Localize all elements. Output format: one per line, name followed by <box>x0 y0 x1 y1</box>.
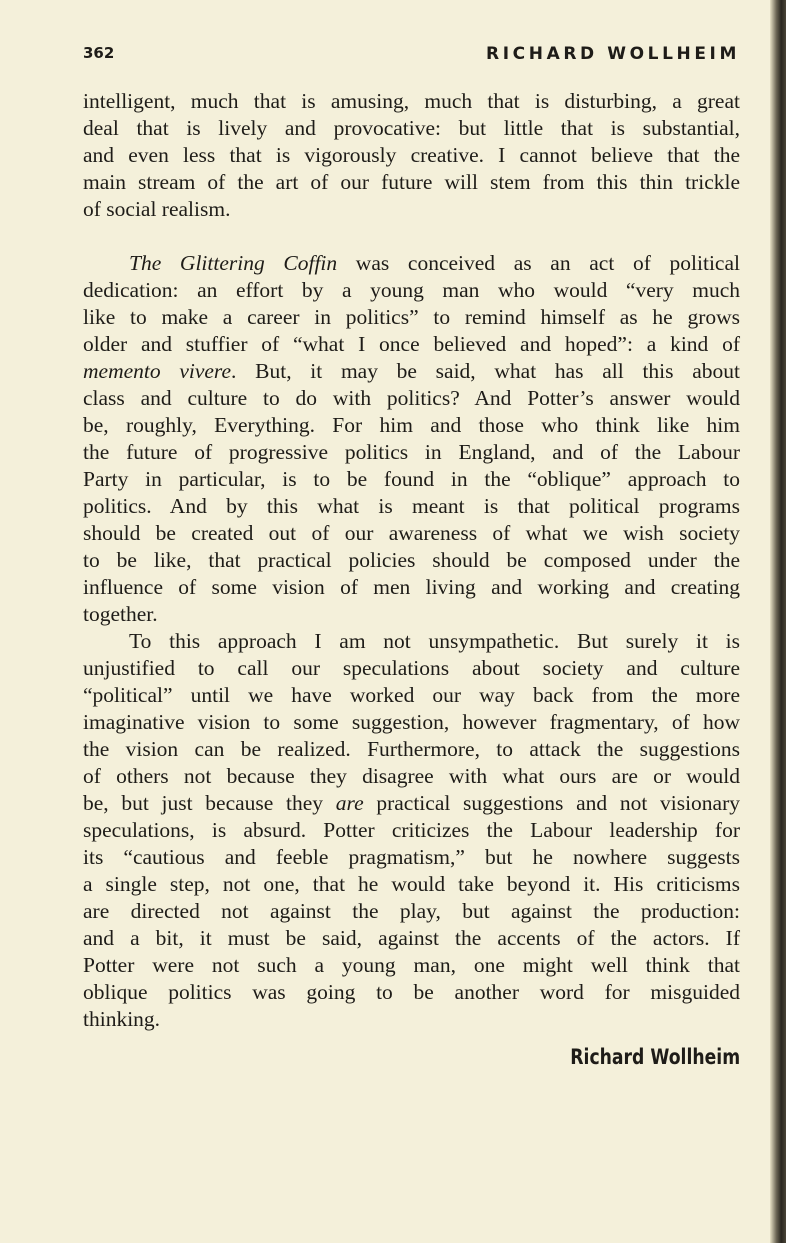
text-line <box>83 277 740 304</box>
author-signature: Richard Wollheim <box>570 1045 740 1069</box>
text-segment: speculations, is absurd. Potter criticizes the Labour leadership for <box>83 818 740 842</box>
text-segment: Potter were not such a young man, one might well think that <box>83 953 740 977</box>
book-binding-edge <box>770 0 786 1243</box>
text-line <box>83 169 740 196</box>
text-segment: are directed not against the play, but against the production: <box>83 899 740 923</box>
text-line <box>83 196 740 223</box>
text-segment: deal that is lively and provocative: but little that is substantial, <box>83 116 740 140</box>
text-segment: main stream of the art of our future will stem from this thin trickle <box>83 170 740 194</box>
text-segment: imaginative vision to some suggestion, however fragmentary, of how <box>83 710 740 734</box>
text-segment: To this approach I am not unsympathetic. But surely it is <box>129 629 740 653</box>
text-line <box>83 925 740 952</box>
text-line <box>83 790 740 817</box>
text-line <box>83 304 740 331</box>
text-line <box>83 466 740 493</box>
text-line <box>83 952 740 979</box>
text-segment: its “cautious and feeble pragmatism,” but he nowhere suggests <box>83 845 740 869</box>
text-line <box>83 601 740 628</box>
text-line <box>83 520 740 547</box>
text-segment: intelligent, much that is amusing, much that is disturbing, a great <box>83 89 740 113</box>
text-line <box>83 115 740 142</box>
text-line <box>83 439 740 466</box>
text-segment: and even less that is vigorously creative. I cannot believe that the <box>83 143 740 167</box>
paragraph <box>83 88 740 223</box>
text-line <box>83 412 740 439</box>
text-segment: of others not because they disagree with what ours are or would <box>83 764 740 788</box>
text-segment: influence of some vision of men living and working and creating <box>83 575 740 599</box>
italic-text: memento vivere <box>83 359 232 383</box>
text-segment: unjustified to call our speculations about society and culture <box>83 656 740 680</box>
text-line <box>83 682 740 709</box>
text-line <box>83 331 740 358</box>
text-segment: . But, it may be said, what has all this about <box>231 359 740 383</box>
text-segment: to be like, that practical policies should be composed under the <box>83 548 740 572</box>
text-line <box>83 628 740 655</box>
text-segment: of social realism. <box>83 197 231 221</box>
text-line <box>83 1006 740 1033</box>
page-header <box>83 44 740 68</box>
text-line <box>83 493 740 520</box>
text-line <box>83 709 740 736</box>
text-segment: and a bit, it must be said, against the accents of the actors. If <box>83 926 740 950</box>
italic-text: The Glittering Coffin <box>129 251 338 275</box>
text-segment: politics. And by this what is meant is that political programs <box>83 494 740 518</box>
text-line <box>83 655 740 682</box>
text-segment: the future of progressive politics in England, and of the Labour <box>83 440 740 464</box>
text-line <box>83 547 740 574</box>
text-line <box>83 979 740 1006</box>
text-line <box>83 736 740 763</box>
text-segment: class and culture to do with politics? And Potter’s answer would <box>83 386 740 410</box>
running-head: RICHARD WOLLHEIM <box>486 44 740 64</box>
text-segment: practical suggestions and not visionary <box>363 791 741 815</box>
text-line <box>83 817 740 844</box>
text-line <box>83 385 740 412</box>
body-text <box>83 88 740 1033</box>
text-segment: “political” until we have worked our way back from the more <box>83 683 740 707</box>
text-line <box>83 88 740 115</box>
text-segment: oblique politics was going to be another word for misguided <box>83 980 740 1004</box>
text-segment: older and stuffier of “what I once believed and hoped”: a kind of <box>83 332 740 356</box>
text-segment: Party in particular, is to be found in the “oblique” approach to <box>83 467 740 491</box>
paragraph <box>83 250 740 628</box>
text-segment: the vision can be realized. Furthermore, to attack the suggestions <box>83 737 740 761</box>
text-segment: dedication: an effort by a young man who would “very much <box>83 278 740 302</box>
page-number: 362 <box>83 44 115 62</box>
text-line <box>83 574 740 601</box>
text-segment: together. <box>83 602 158 626</box>
text-line <box>83 358 740 385</box>
text-line <box>83 250 740 277</box>
text-segment: be, roughly, Everything. For him and those who think like him <box>83 413 740 437</box>
paragraph-gap <box>83 223 740 250</box>
text-line <box>83 898 740 925</box>
text-line <box>83 142 740 169</box>
text-segment: be, but just because they <box>83 791 336 815</box>
text-segment: should be created out of our awareness of what we wish society <box>83 521 740 545</box>
text-segment: was conceived as an act of political <box>337 251 740 275</box>
text-line <box>83 844 740 871</box>
text-segment: like to make a career in politics” to remind himself as he grows <box>83 305 740 329</box>
text-segment: a single step, not one, that he would take beyond it. His criticisms <box>83 872 740 896</box>
text-segment: thinking. <box>83 1007 161 1031</box>
text-line <box>83 763 740 790</box>
text-line <box>83 871 740 898</box>
paragraph <box>83 628 740 1033</box>
italic-text: are <box>335 791 364 815</box>
